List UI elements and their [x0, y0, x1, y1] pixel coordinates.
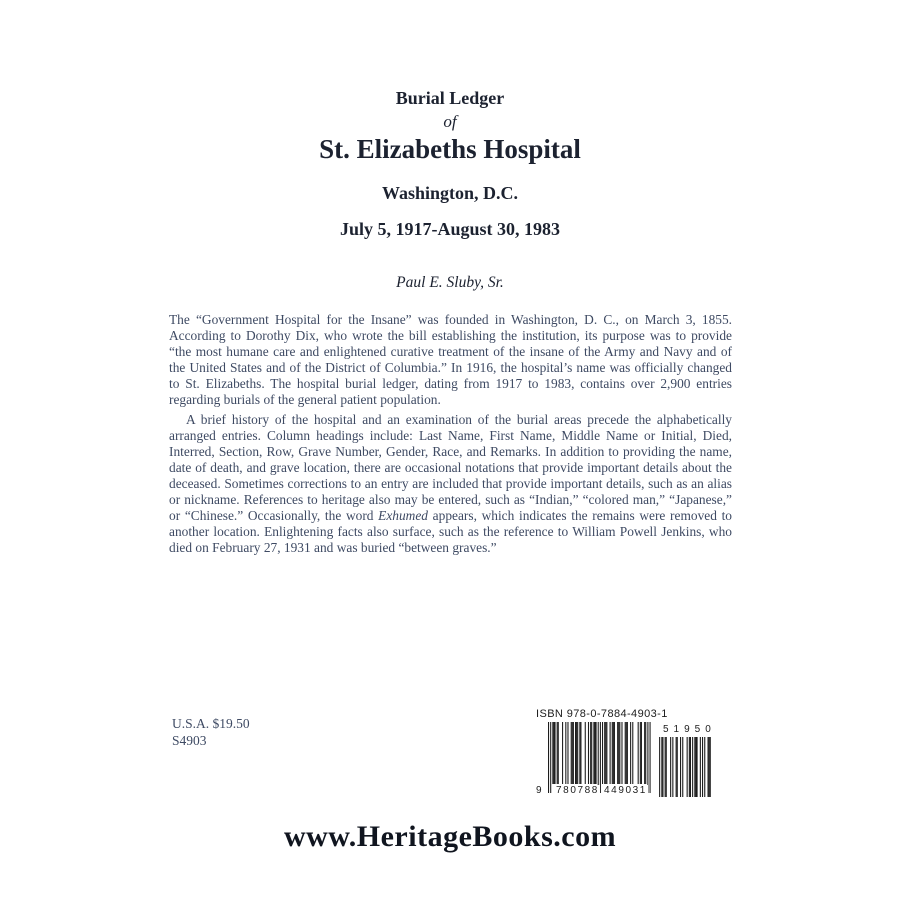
book-title: St. Elizabeths Hospital — [319, 134, 581, 164]
series-title: Burial Ledger — [395, 88, 505, 108]
book-author: Paul E. Sluby, Sr. — [396, 274, 504, 291]
book-date-range: July 5, 1917-August 30, 1983 — [339, 219, 561, 239]
book-location: Washington, D.C. — [381, 183, 519, 203]
ean5-bars-icon — [658, 737, 711, 797]
title-of-word: of — [443, 112, 457, 131]
catalog-number: S4903 — [172, 732, 207, 748]
supplement-digits: 51950 — [663, 724, 716, 735]
ean13-bars-icon — [548, 722, 651, 793]
back-cover-description — [169, 312, 732, 556]
price-block — [172, 716, 250, 749]
ean13-digit-group2: 449031 — [604, 785, 647, 796]
price-supplement-barcode — [658, 724, 716, 797]
isbn-barcode-block — [536, 708, 716, 796]
isbn-label: ISBN 978-0-7884-4903-1 — [536, 708, 668, 720]
description-paragraph: The “Government Hospital for the Insane” was founded in Washington, D. C., on March 3, 1855. According to Dorothy Dix, who wrote the bill establishing the institution, its purpose was to provide “the most humane care and enlightened curative treatment of the insane of the Army and Navy and of the United States and of the District of Columbia.” In 1916, the hospital’s name was officially changed to St. Elizabeths. The hospital burial ledger, dating from 1917 to 1983, contains over 2,900 entries regarding burials of the general patient population. — [169, 312, 732, 408]
ean13-digit-group1: 780788 — [556, 785, 599, 796]
publisher-website: www.HeritageBooks.com — [283, 820, 617, 853]
price-text: U.S.A. $19.50 — [172, 716, 250, 731]
ean13-barcode — [536, 722, 651, 814]
description-paragraph: A brief history of the hospital and an examination of the burial areas precede the alphabetically arranged entries. Column headings include: Last Name, First Name, Middle Name or Initial, Died, Interred, Section, Row, Grave Number, Gender, Race, and Remarks. In addition to providing the name, date of death, and grave location, there are occasional notations that provide important details about the deceased. Sometimes corrections to an entry are included that provide important details, such as an alias or nickname. References to heritage also may be entered, such as “Indian,” “colored man,” “Japanese,” or “Chinese.” Occasionally, the word Exhumed appears, which indicates the remains were removed to another location. Enlightening facts also surface, such as the reference to William Powell Jenkins, who died on February 27, 1931 and was buried “between graves.” — [169, 411, 732, 556]
ean13-digit-lead: 9 — [536, 785, 542, 796]
